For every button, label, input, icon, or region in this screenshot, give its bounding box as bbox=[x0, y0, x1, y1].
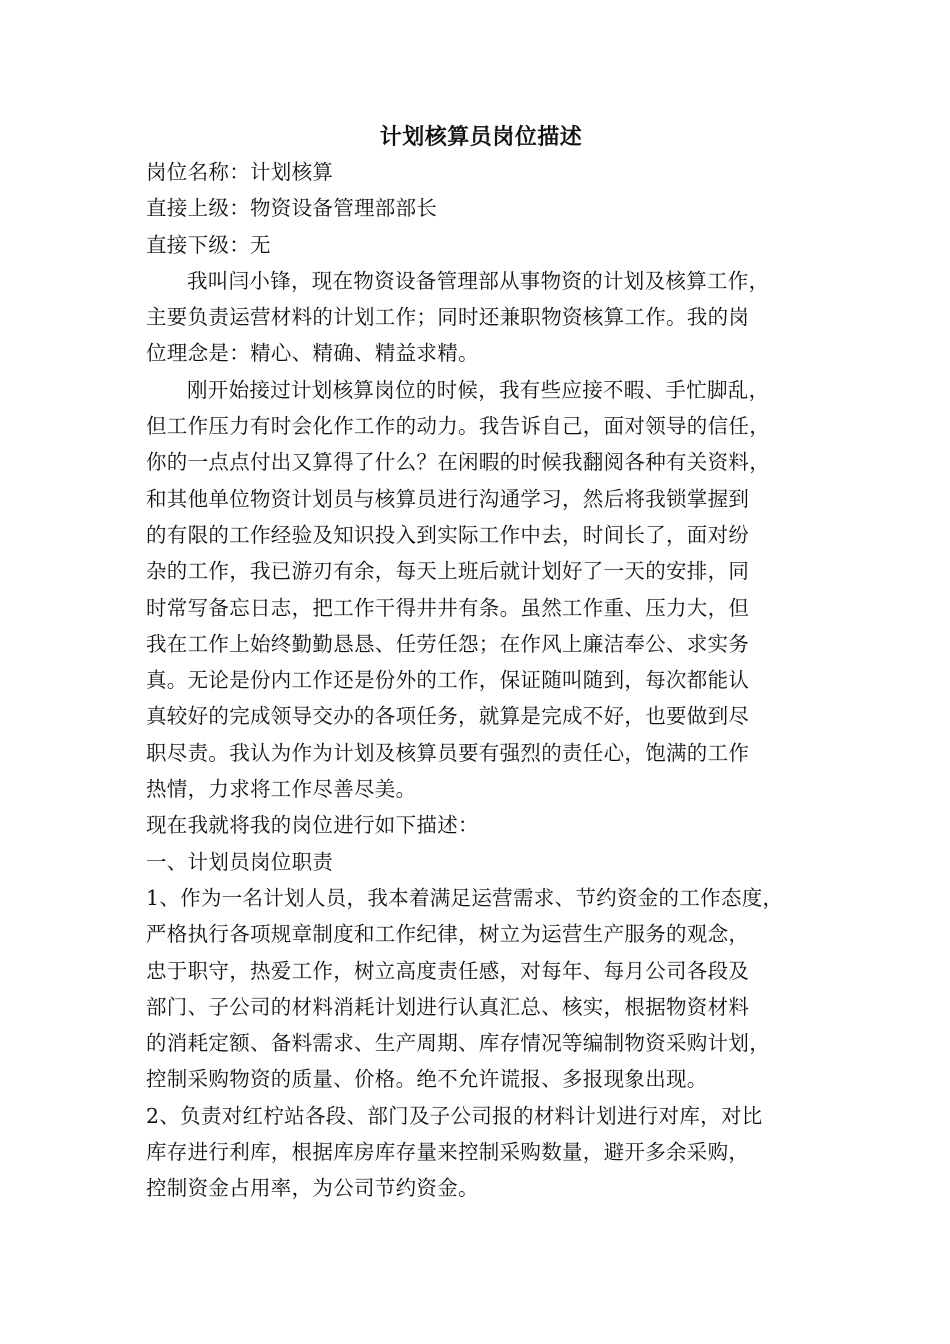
item-line: 1、作为一名计划人员，我本着满足运营需求、节约资金的工作态度， bbox=[146, 885, 784, 910]
item-line: 严格执行各项规章制度和工作纪律，树立为运营生产服务的观念， bbox=[146, 922, 750, 947]
item-line: 的消耗定额、备料需求、生产周期、库存情况等编制物资采购计划， bbox=[146, 1031, 770, 1056]
paragraph-line: 真。无论是份内工作还是份外的工作，保证随叫随到，每次都能认 bbox=[146, 668, 750, 693]
item-line: 库存进行利库，根据库房库存量来控制采购数量，避开多余采购， bbox=[146, 1140, 750, 1165]
paragraph-line: 时常写备忘日志，把工作干得井井有条。虽然工作重、压力大，但 bbox=[146, 595, 750, 620]
paragraph-line: 刚开始接过计划核算岗位的时候，我有些应接不暇、手忙脚乱， bbox=[187, 377, 770, 402]
paragraph-line: 位理念是：精心、精确、精益求精。 bbox=[146, 341, 479, 366]
item-line: 控制采购物资的质量、价格。绝不允许谎报、多报现象出现。 bbox=[146, 1067, 708, 1092]
duty-item-2 bbox=[146, 1098, 816, 1207]
paragraph-experience bbox=[146, 372, 816, 808]
paragraph-line: 我叫闫小锋，现在物资设备管理部从事物资的计划及核算工作， bbox=[187, 268, 770, 293]
section-heading: 一、计划员岗位职责 bbox=[146, 849, 334, 874]
paragraph-line: 我在工作上始终勤勤恳恳、任劳任怨；在作风上廉洁奉公、求实务 bbox=[146, 631, 750, 656]
paragraph-line: 热情，力求将工作尽善尽美。 bbox=[146, 777, 417, 802]
paragraph-line: 和其他单位物资计划员与核算员进行沟通学习，然后将我锁掌握到 bbox=[146, 486, 750, 511]
header-line-position: 岗位名称：计划核算 bbox=[146, 160, 334, 184]
paragraph-line: 你的一点点付出又算得了什么？在闲暇的时候我翻阅各种有关资料， bbox=[146, 450, 770, 475]
document-body bbox=[146, 122, 816, 1207]
header-line-subordinate: 直接下级：无 bbox=[146, 232, 271, 257]
paragraph-intro bbox=[146, 263, 816, 372]
intro-line: 现在我就将我的岗位进行如下描述： bbox=[146, 813, 479, 838]
paragraph-line: 但工作压力有时会化作工作的动力。我告诉自己，面对领导的信任， bbox=[146, 414, 770, 439]
header-block bbox=[146, 154, 816, 263]
header-line-superior: 直接上级：物资设备管理部部长 bbox=[146, 196, 438, 221]
item-line: 部门、子公司的材料消耗计划进行认真汇总、核实，根据物资材料 bbox=[146, 994, 750, 1019]
item-line: 2、负责对红柠站各段、部门及子公司报的材料计划进行对库，对比 bbox=[146, 1103, 763, 1128]
paragraph-line: 杂的工作，我已游刃有余，每天上班后就计划好了一天的安排，同 bbox=[146, 559, 750, 584]
paragraph-line: 职尽责。我认为作为计划及核算员要有强烈的责任心，饱满的工作 bbox=[146, 740, 750, 765]
paragraph-line: 的有限的工作经验及知识投入到实际工作中去，时间长了，面对纷 bbox=[146, 522, 750, 547]
duty-item-1 bbox=[146, 880, 816, 1098]
paragraph-line: 真较好的完成领导交办的各项任务，就算是完成不好，也要做到尽 bbox=[146, 704, 750, 729]
item-line: 忠于职守，热爱工作，树立高度责任感，对每年、每月公司各段及 bbox=[146, 958, 750, 983]
document-title: 计划核算员岗位描述 bbox=[379, 124, 583, 150]
item-line: 控制资金占用率，为公司节约资金。 bbox=[146, 1176, 479, 1201]
paragraph-line: 主要负责运营材料的计划工作；同时还兼职物资核算工作。我的岗 bbox=[146, 305, 750, 330]
